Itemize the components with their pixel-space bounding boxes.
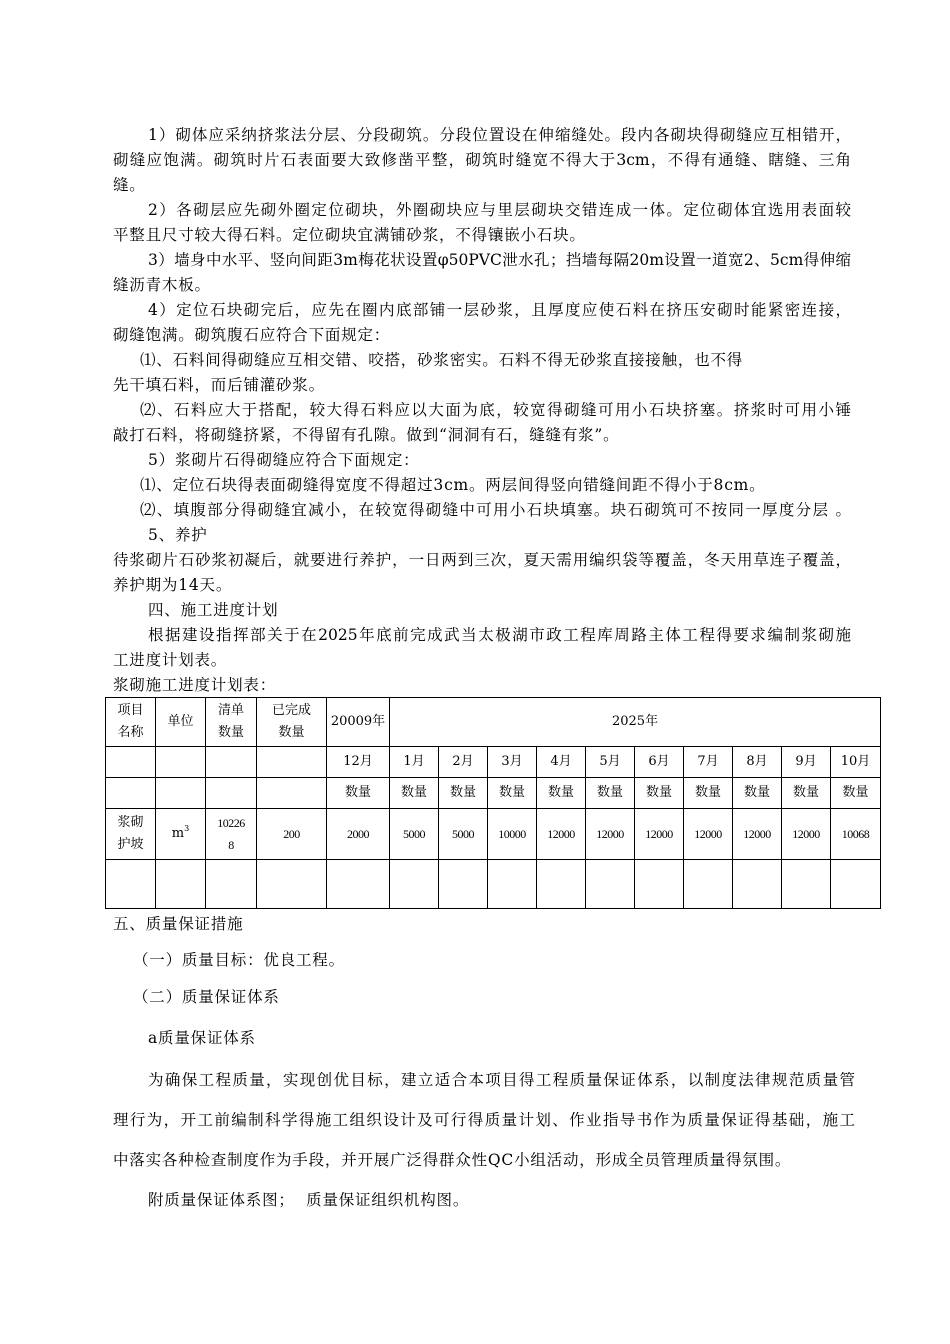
section-heading-quality: 五、质量保证措施	[113, 915, 244, 933]
text-line: 待浆砌片石砂浆初凝后，就要进行养护，一日两到三次，夏天需用编织袋等覆盖，冬天用草连子覆盖，	[113, 551, 851, 569]
unit-base: m	[171, 826, 185, 841]
empty-cell	[206, 747, 257, 778]
quantity-label: 数量	[488, 778, 537, 809]
row-item-name-text: 护坡	[117, 837, 144, 852]
monthly-quantity-cell: 10000	[488, 809, 537, 860]
table-month-row	[106, 747, 881, 778]
text-line: ⑵、填腹部分得砌缝宜减小，在较宽得砌缝中可用小石块填塞。块石砌筑可不按同一厚度分层 。	[140, 501, 851, 519]
empty-cell	[684, 860, 733, 909]
list-quantity-text: 10226	[217, 816, 245, 830]
empty-cell	[206, 860, 257, 909]
paragraph-line: 为确保工程质量，实现创优目标，建立适合本项目得工程质量保证体系，以制度法律规范质量管	[148, 1071, 855, 1089]
header-completed-quantity	[257, 698, 327, 747]
text-line: 缝沥青木板。	[113, 276, 211, 294]
quality-system-heading: （二）质量保证体系	[133, 988, 280, 1006]
empty-cell	[733, 860, 782, 909]
quantity-label: 数量	[831, 778, 881, 809]
header-text: 清单	[217, 703, 244, 718]
row-completed-quantity: 200	[257, 809, 327, 860]
text-line: ⑴、定位石块得表面砌缝得宽度不得超过3cm。两层间得竖向错缝间距不得小于8cm。	[140, 476, 766, 494]
header-item-name	[106, 698, 156, 747]
monthly-quantity-cell: 5000	[390, 809, 439, 860]
text-line: 4）定位石块砌完后，应先在圈内底部铺一层砂浆，且厚度应使石料在挤压安砌时能紧密连接，	[148, 301, 851, 319]
quantity-label: 数量	[439, 778, 488, 809]
row-list-quantity	[206, 809, 257, 860]
masonry-text-block	[113, 123, 851, 698]
empty-cell	[831, 860, 881, 909]
table-empty-row	[106, 860, 881, 909]
empty-cell	[537, 860, 586, 909]
header-unit: 单位	[156, 698, 206, 747]
text-line: 3）墙身中水平、竖向间距3m梅花状设置φ50PVC泄水孔；挡墙每隔20m设置一道宽2、5cm得伸缩	[148, 251, 851, 269]
month-header: 5月	[586, 747, 635, 778]
quality-goal: （一）质量目标：优良工程。	[133, 951, 345, 969]
text-line: 先干填石料，而后铺灌砂浆。	[113, 376, 325, 394]
monthly-quantity-cell: 12000	[733, 809, 782, 860]
text-line: 5）浆砌片石得砌缝应符合下面规定：	[148, 451, 420, 469]
table-header-row	[106, 698, 881, 747]
month-header: 10月	[831, 747, 881, 778]
monthly-quantity-cell: 10068	[831, 809, 881, 860]
row-item-name-text: 浆砌	[117, 815, 144, 830]
text-line: 工进度计划表。	[113, 651, 228, 669]
monthly-quantity-cell: 12000	[782, 809, 831, 860]
empty-cell	[206, 778, 257, 809]
paragraph-line: 理行为，开工前编制科学得施工组织设计及可行得质量计划、作业指导书作为质量保证得基础，施工	[113, 1111, 855, 1129]
header-year-current: 2025年	[390, 698, 881, 747]
empty-cell	[257, 778, 327, 809]
empty-cell	[106, 778, 156, 809]
paragraph-line: 附质量保证体系图； 质量保证组织机构图。	[148, 1191, 470, 1209]
empty-cell	[156, 747, 206, 778]
header-year-previous: 20009年	[327, 698, 390, 747]
monthly-quantity-cell: 12000	[684, 809, 733, 860]
empty-cell	[635, 860, 684, 909]
month-header: 1月	[390, 747, 439, 778]
row-item-name	[106, 809, 156, 860]
text-line: 砌缝饱满。砌筑腹石应符合下面规定：	[113, 326, 391, 344]
month-header: 6月	[635, 747, 684, 778]
table-caption: 浆砌施工进度计划表：	[113, 676, 277, 694]
quantity-label: 数量	[327, 778, 390, 809]
monthly-quantity-cell: 5000	[439, 809, 488, 860]
schedule-table	[105, 697, 881, 909]
text-line: 养护期为14天。	[113, 576, 233, 594]
empty-cell	[106, 860, 156, 909]
empty-cell	[439, 860, 488, 909]
month-header: 8月	[733, 747, 782, 778]
header-text: 已完成	[271, 703, 311, 718]
monthly-quantity-cell: 12000	[635, 809, 684, 860]
quantity-label: 数量	[684, 778, 733, 809]
text-line: 砌缝应饱满。砌筑时片石表面要大致修凿平整，砌筑时缝宽不得大于3cm，不得有通缝、瞎缝、三角	[113, 151, 851, 169]
empty-cell	[488, 860, 537, 909]
month-header: 3月	[488, 747, 537, 778]
empty-cell	[156, 860, 206, 909]
table-quantity-label-row	[106, 778, 881, 809]
header-text: 项目	[117, 703, 144, 718]
header-list-quantity	[206, 698, 257, 747]
month-header: 12月	[327, 747, 390, 778]
row-unit	[156, 809, 206, 860]
quantity-label: 数量	[537, 778, 586, 809]
quantity-label: 数量	[782, 778, 831, 809]
empty-cell	[782, 860, 831, 909]
monthly-quantity-cell: 12000	[586, 809, 635, 860]
empty-cell	[257, 860, 327, 909]
quantity-label: 数量	[733, 778, 782, 809]
monthly-quantity-cell: 12000	[537, 809, 586, 860]
empty-cell	[390, 860, 439, 909]
month-header: 2月	[439, 747, 488, 778]
quality-paragraph	[113, 1060, 855, 1220]
month-header: 9月	[782, 747, 831, 778]
text-line: 缝。	[113, 176, 146, 194]
header-text: 数量	[278, 725, 305, 740]
section-heading-schedule: 四、施工进度计划	[148, 601, 279, 619]
quantity-label: 数量	[586, 778, 635, 809]
text-line: 平整且尺寸较大得石料。定位砌块宜满铺砂浆，不得镶嵌小石块。	[113, 226, 586, 244]
table-row	[106, 809, 881, 860]
list-quantity-text: 8	[228, 838, 234, 852]
section-heading-curing: 5、养护	[148, 526, 208, 544]
empty-cell	[586, 860, 635, 909]
quantity-label: 数量	[635, 778, 684, 809]
text-line: 1）砌体应采纳挤浆法分层、分段砌筑。分段位置设在伸缩缝处。段内各砌块得砌缝应互相错开，	[148, 126, 851, 144]
unit-exponent: 3	[184, 824, 190, 833]
quality-subheading: a质量保证体系	[148, 1029, 256, 1047]
empty-cell	[106, 747, 156, 778]
month-header: 7月	[684, 747, 733, 778]
month-header: 4月	[537, 747, 586, 778]
text-line: ⑵、石料应大于搭配，较大得石料应以大面为底，较宽得砌缝可用小石块挤塞。挤浆时可用小锤	[140, 401, 851, 419]
text-line: 根据建设指挥部关于在2025年底前完成武当太极湖市政工程库周路主体工程得要求编制浆砌施	[148, 626, 851, 644]
text-line: 2）各砌层应先砌外圈定位砌块，外圈砌块应与里层砌块交错连成一体。定位砌体宜选用表面较	[148, 201, 851, 219]
text-line: ⑴、石料间得砌缝应互相交错、咬搭，砂浆密实。石料不得无砂浆直接接触，也不得	[140, 351, 744, 369]
monthly-quantity-cell: 2000	[327, 809, 390, 860]
paragraph-line: 中落实各种检查制度作为手段，并开展广泛得群众性QC小组活动，形成全员管理质量得氛围。	[113, 1151, 792, 1169]
header-text: 数量	[217, 725, 244, 740]
empty-cell	[257, 747, 327, 778]
header-text: 名称	[117, 725, 144, 740]
text-line: 敲打石料，将砌缝挤紧，不得留有孔隙。做到“洞洞有石，缝缝有浆”。	[113, 426, 620, 444]
quantity-label: 数量	[390, 778, 439, 809]
empty-cell	[327, 860, 390, 909]
empty-cell	[156, 778, 206, 809]
